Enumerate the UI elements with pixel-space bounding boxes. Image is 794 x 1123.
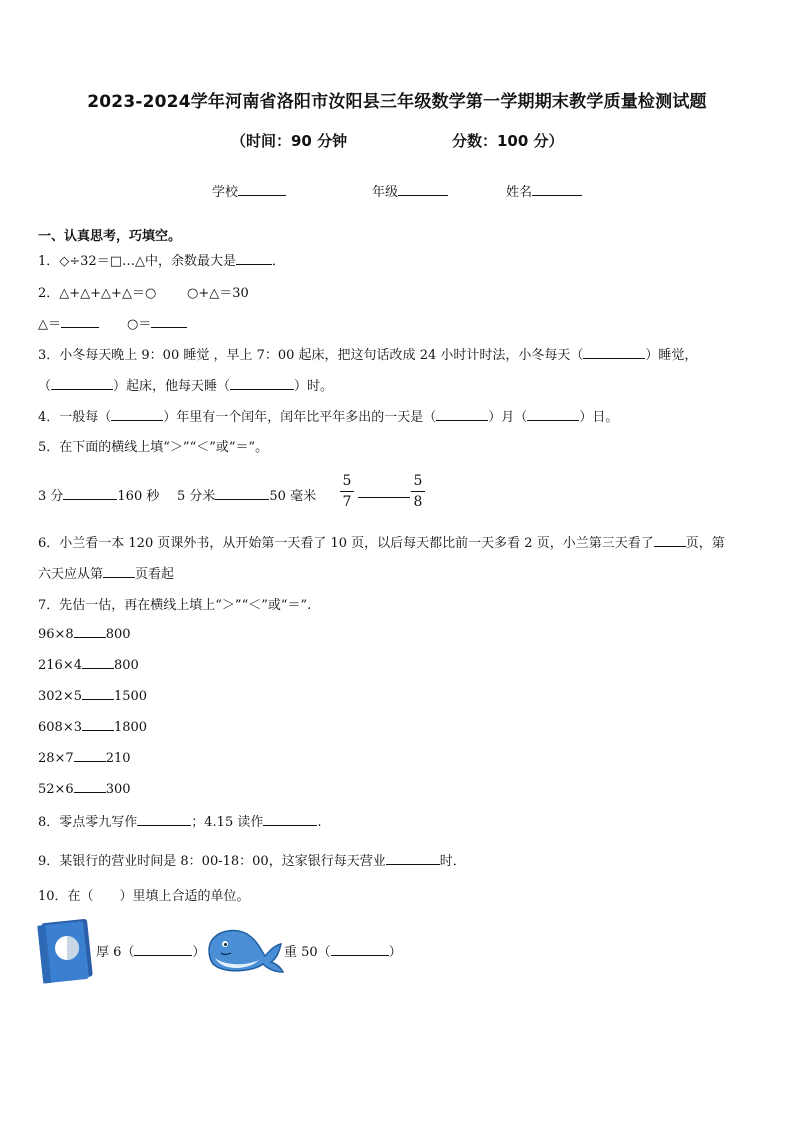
page-title: 2023-2024学年河南省洛阳市汝阳县三年级数学第一学期期末教学质量检测试题 [87, 92, 707, 112]
q9-text-a: 9．某银行的营业时间是 8：00-18：00，这家银行每天营业 [38, 854, 386, 869]
whale-icon [203, 920, 285, 976]
q7-item-right: 210 [105, 751, 131, 766]
q4-blank-day[interactable] [527, 408, 579, 421]
q3-paren-open: （ [38, 379, 52, 394]
q3-blank-hours[interactable] [230, 377, 294, 390]
q5-item-2 [177, 485, 316, 504]
book-icon [36, 915, 96, 985]
q8-blank-write[interactable] [137, 813, 191, 826]
q8-blank-read[interactable] [263, 813, 317, 826]
q10-whale-text-b: ） [388, 945, 402, 960]
question-2-eq2: ○+△＝30 [187, 286, 249, 301]
q7-item-right: 1500 [113, 689, 148, 704]
q7-item [38, 687, 147, 704]
q7-item [38, 718, 147, 735]
school-field [212, 181, 286, 200]
q7-item-blank[interactable] [74, 780, 106, 793]
q7-item-blank[interactable] [82, 687, 114, 700]
q5-item2-left: 5 分米 [177, 489, 216, 504]
q5-item-3 [358, 485, 410, 502]
q4-text-c: ）月（ [488, 410, 528, 425]
q10-book-text-a: 厚 6（ [96, 945, 135, 960]
q5-fraction-1 [340, 472, 354, 511]
q7-item-right: 300 [105, 782, 131, 797]
question-1 [38, 250, 285, 269]
q7-item-left: 52×6 [38, 782, 74, 797]
q2-triangle-label: △＝ [38, 317, 61, 332]
name-blank[interactable] [532, 183, 582, 196]
q5-frac2-denominator: 8 [413, 494, 423, 510]
question-3-line2 [38, 375, 333, 394]
name-field [506, 181, 582, 200]
q7-item-left: 28×7 [38, 751, 74, 766]
question-4 [38, 406, 618, 425]
q6-text-b: 页，第 [685, 536, 725, 551]
q10-book-text-b: ） [192, 945, 206, 960]
q4-blank-month[interactable] [436, 408, 488, 421]
q7-item-right: 800 [105, 627, 131, 642]
q6-text-a: 6．小兰看一本 120 页课外书，从开始第一天看了 10 页，以后每天都比前一天多看 2 页，小兰第三天看了 [38, 536, 654, 551]
q2-eq1: 2．△+△+△+△＝○ [38, 286, 157, 301]
school-blank[interactable] [238, 183, 286, 196]
q4-text-a: 4．一般每（ [38, 410, 112, 425]
q5-blank-1[interactable] [63, 487, 117, 500]
section-heading: 一、认真思考，巧填空。 [38, 229, 182, 244]
q3-text-c: ）起床，他每天睡（ [113, 379, 231, 394]
q7-item [38, 656, 139, 673]
q1-blank[interactable] [236, 252, 272, 265]
name-label: 姓名 [506, 185, 533, 200]
q5-item2-right: 50 毫米 [269, 489, 317, 504]
q10-whale-text-a: 重 50（ [284, 945, 331, 960]
q5-blank-3[interactable] [358, 485, 410, 498]
q7-item-blank[interactable] [74, 625, 106, 638]
q7-item-left: 608×3 [38, 720, 82, 735]
q5-item-1 [38, 485, 159, 504]
question-2-line1 [38, 282, 156, 301]
q3-text-d: ）时。 [294, 379, 334, 394]
q5-frac2-numerator: 5 [413, 473, 423, 489]
q10-book-blank[interactable] [134, 943, 192, 956]
q7-item-blank[interactable] [74, 749, 106, 762]
q10-whale-blank[interactable] [331, 943, 389, 956]
q2-circle-blank[interactable] [151, 315, 187, 328]
q7-item-left: 216×4 [38, 658, 82, 673]
q7-item-blank[interactable] [82, 718, 114, 731]
q4-blank-years[interactable] [111, 408, 163, 421]
exam-time: （时间：90 分钟 [231, 132, 348, 150]
q5-blank-2[interactable] [215, 487, 269, 500]
q8-text-a: 8．零点零九写作 [38, 815, 138, 830]
question-3-line1 [38, 344, 697, 363]
question-10: 10．在（ ）里填上合适的单位。 [38, 889, 250, 904]
question-2-line2b [127, 313, 187, 332]
question-8 [38, 811, 322, 830]
q7-item-left: 302×5 [38, 689, 82, 704]
question-6-line1 [38, 532, 725, 551]
grade-blank[interactable] [398, 183, 448, 196]
q5-item1-right: 160 秒 [117, 489, 160, 504]
grade-field [372, 181, 448, 200]
q7-item-left: 96×8 [38, 627, 74, 642]
q1-text: 1．◇÷32＝□…△中，余数最大是 [38, 254, 236, 269]
q2-triangle-blank[interactable] [61, 315, 99, 328]
q3-text-a: 3．小冬每天晚上 9：00 睡觉 ，早上 7：00 起床，把这句话改成 24 小时计时法，小冬每天（ [38, 348, 584, 363]
q5-frac1-numerator: 5 [342, 473, 352, 489]
q7-item-right: 800 [113, 658, 139, 673]
q6-blank-day3[interactable] [654, 534, 686, 547]
q3-text-b: ）睡觉， [645, 348, 698, 363]
q9-text-b: 时． [439, 854, 466, 869]
q4-text-b: ）年里有一个闰年，闰年比平年多出的一天是（ [163, 410, 437, 425]
q6-text-d: 页看起 [135, 567, 175, 582]
q1-end: ． [271, 254, 285, 269]
question-5: 5．在下面的横线上填“＞”“＜”或“＝”。 [38, 440, 269, 455]
q7-item [38, 749, 131, 766]
q7-item [38, 625, 131, 642]
q6-text-c: 六天应从第 [38, 567, 104, 582]
question-9 [38, 850, 466, 869]
exam-score: 分数：100 分） [452, 132, 564, 150]
q4-text-d: ）日。 [579, 410, 619, 425]
q10-whale-answer [284, 941, 402, 960]
q5-fraction-2 [411, 472, 425, 511]
question-2-line2a [38, 313, 99, 332]
question-7: 7．先估一估，再在横线上填上“＞”“＜”或“＝”. [38, 598, 312, 613]
q7-item-right: 1800 [113, 720, 148, 735]
q2-circle-label: ○＝ [127, 317, 152, 332]
q6-blank-day6[interactable] [103, 565, 135, 578]
q5-item1-left: 3 分 [38, 489, 64, 504]
grade-label: 年级 [372, 185, 399, 200]
q8-text-c: . [317, 815, 322, 830]
q3-blank-wake[interactable] [51, 377, 113, 390]
q5-frac1-denominator: 7 [342, 494, 352, 510]
question-6-line2 [38, 563, 174, 582]
q10-book-answer [96, 941, 205, 960]
school-label: 学校 [212, 185, 239, 200]
q7-item-blank[interactable] [82, 656, 114, 669]
q7-item [38, 780, 131, 797]
q3-blank-sleep[interactable] [583, 346, 645, 359]
q8-text-b: ；4.15 读作 [191, 815, 264, 830]
q9-blank-hours[interactable] [386, 852, 440, 865]
